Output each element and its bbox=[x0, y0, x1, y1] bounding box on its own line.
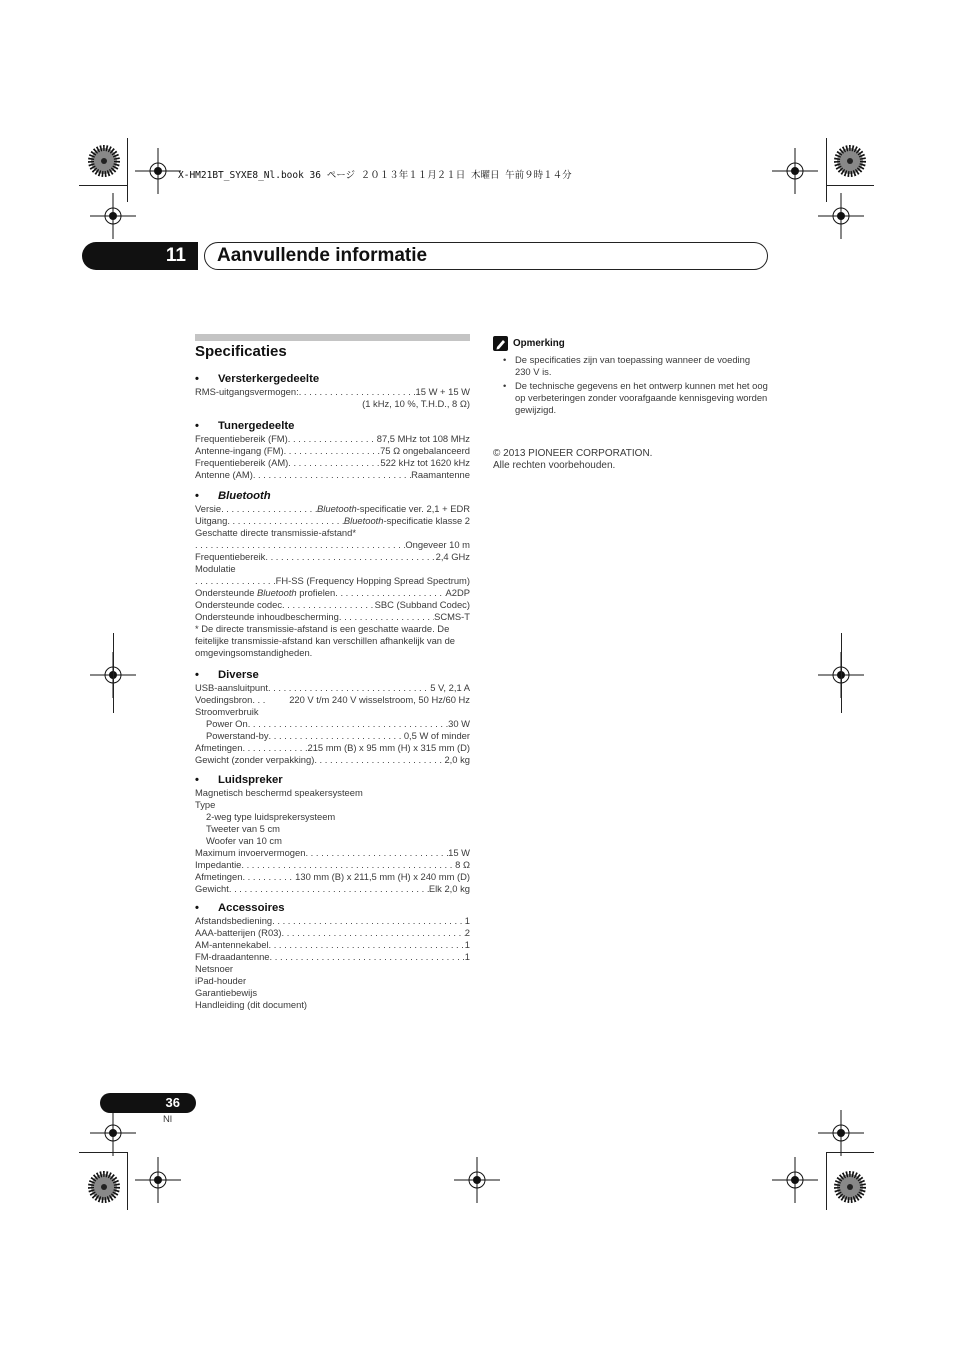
spec-group-luidspreker: • Luidspreker Magnetisch beschermd speakersysteem Type 2-weg type luidsprekersysteem Tweeter van 5 cm Woofer van 10 cm Maximum invoervermogen . . . 15 W Impedantie . . . 8 Ω Afmetingen . . . 130 mm (B) x 211,5 mm (H) x 240 mm (D) Gewicht . . . Elk 2,0 kg bbox=[195, 773, 470, 895]
crosshair-icon bbox=[818, 1110, 864, 1156]
crop-line bbox=[127, 1152, 128, 1210]
spec-label: Modulatie bbox=[195, 563, 236, 574]
crosshair-icon bbox=[135, 1157, 181, 1203]
spec-group-bluetooth: • Bluetooth Versie . . . Bluetooth-specificatie ver. 2,1 + EDR Uitgang . . . Bluetooth-specificatie klasse 2 Geschatte directe transmissie-afstand* . . . Ongeveer 10 m Frequentiebereik . . . 2,4 GHz Modulatie . . . FH-SS (Frequency Hopping Spread Spectrum) Ondersteunde Bluetooth profielen . . . A2DP Ondersteunde codec . . . SBC (Subband Codec) Ondersteunde inhoudbescherming . . . SCMS-T * De directe transmissie-afstand is een geschatte waarde. De feitelijke transmissie-afstand kan verschillen afhankelijk van de omgevingsomstandigheden. bbox=[195, 489, 470, 659]
spec-row: Frequentiebereik (FM) . . . 87,5 MHz tot 108 MHz bbox=[195, 433, 470, 445]
crop-line bbox=[826, 138, 827, 202]
spec-label: Geschatte directe transmissie-afstand* bbox=[195, 527, 357, 538]
spec-row: FM-draadantenne . . . 1 bbox=[195, 951, 470, 963]
crop-line bbox=[826, 1152, 827, 1210]
spec-group-accessoires: • Accessoires Afstandsbediening . . . 1 AAA-batterijen (R03) . . . 2 AM-antennekabel . . . 1 FM-draadantenne . . . 1 Netsnoer iPad-houder Garantiebewijs Handleiding (dit document) bbox=[195, 901, 470, 1011]
note-pencil-icon bbox=[493, 336, 508, 351]
chapter-number: 11 bbox=[82, 242, 198, 270]
page-number: 36 bbox=[100, 1093, 196, 1113]
spec-row: USB-aansluitpunt . . . 5 V, 2,1 A bbox=[195, 682, 470, 694]
crosshair-icon bbox=[818, 193, 864, 239]
group-title: Bluetooth bbox=[218, 490, 271, 502]
note-title: Opmerking bbox=[513, 338, 565, 350]
group-title: Diverse bbox=[218, 669, 259, 681]
crop-line bbox=[113, 633, 114, 713]
group-title: Versterkergedeelte bbox=[218, 373, 320, 385]
footnote: * De directe transmissie-afstand is een geschatte waarde. De feitelijke transmissie-afstand kan verschillen afhankelijk van de omgevingsomstandigheden. bbox=[195, 623, 456, 658]
list-item: iPad-houder bbox=[195, 975, 247, 986]
spec-label: Tweeter van 5 cm bbox=[206, 823, 280, 834]
spec-label: Woofer van 10 cm bbox=[206, 835, 282, 846]
file-header: X-HM21BT_SYXE8_Nl.book 36 ページ ２０１３年１１月２１日 木曜日 午前９時１４分 bbox=[178, 170, 572, 181]
crosshair-icon bbox=[90, 1110, 136, 1156]
spec-row: Gewicht (zonder verpakking) . . . 2,0 kg bbox=[195, 754, 470, 766]
spec-label: Stroomverbruik bbox=[195, 706, 259, 717]
spec-row: . . . Ongeveer 10 m bbox=[195, 539, 470, 551]
section-bar bbox=[195, 334, 470, 341]
spec-row: Afmetingen . . . 130 mm (B) x 211,5 mm (H) x 240 mm (D) bbox=[195, 871, 470, 883]
spec-label: Type bbox=[195, 799, 216, 810]
spec-row: Uitgang . . . Bluetooth-specificatie klasse 2 bbox=[195, 515, 470, 527]
note-heading bbox=[493, 336, 565, 351]
crosshair-icon bbox=[454, 1157, 500, 1203]
spec-row: Antenne-ingang (FM) . . . 75 Ω ongebalanceerd bbox=[195, 445, 470, 457]
spec-row: Power On . . . 30 W bbox=[195, 718, 470, 730]
registration-target-icon bbox=[827, 138, 873, 184]
section-title: Specificaties bbox=[195, 343, 287, 360]
list-item: Garantiebewijs bbox=[195, 987, 258, 998]
spec-row: Ondersteunde inhoudbescherming . . . SCMS-T bbox=[195, 611, 470, 623]
group-title: Tunergedeelte bbox=[218, 420, 295, 432]
spec-row: . . . FH-SS (Frequency Hopping Spread Spectrum) bbox=[195, 575, 470, 587]
spec-row: Afstandsbediening . . . 1 bbox=[195, 915, 470, 927]
spec-row: Afmetingen . . . 215 mm (B) x 95 mm (H) x 315 mm (D) bbox=[195, 742, 470, 754]
crop-line bbox=[127, 138, 128, 202]
copyright: © 2013 PIONEER CORPORATION. Alle rechten voorbehouden. bbox=[493, 448, 653, 471]
registration-target-icon bbox=[827, 1164, 873, 1210]
registration-target-icon bbox=[81, 1164, 127, 1210]
crosshair-icon bbox=[772, 148, 818, 194]
spec-condition: (1 kHz, 10 %, T.H.D., 8 Ω) bbox=[362, 398, 470, 409]
spec-label: 2-weg type luidsprekersysteem bbox=[206, 811, 336, 822]
list-item: • De specificaties zijn van toepassing wanneer de voeding 230 V is. bbox=[503, 354, 768, 378]
page-language: Nl bbox=[163, 1114, 172, 1125]
spec-label: Magnetisch beschermd speakersysteem bbox=[195, 787, 363, 798]
spec-row: AM-antennekabel . . . 1 bbox=[195, 939, 470, 951]
crop-line bbox=[79, 1152, 127, 1153]
note-list bbox=[503, 354, 768, 418]
spec-row: Versie . . . Bluetooth-specificatie ver. 2,1 + EDR bbox=[195, 503, 470, 515]
crosshair-icon bbox=[772, 1157, 818, 1203]
list-item: • De technische gegevens en het ontwerp kunnen met het oog op verbeteringen zonder voorafgaande kennisgeving worden gewijzigd. bbox=[503, 380, 768, 416]
registration-target-icon bbox=[81, 138, 127, 184]
spec-row: Antenne (AM) . . . Raamantenne bbox=[195, 469, 470, 481]
crop-line bbox=[841, 633, 842, 713]
crosshair-icon bbox=[135, 148, 181, 194]
crop-line bbox=[826, 185, 874, 186]
group-title: Accessoires bbox=[218, 902, 285, 914]
spec-row: Frequentiebereik . . . 2,4 GHz bbox=[195, 551, 470, 563]
spec-row: Frequentiebereik (AM) . . . 522 kHz tot 1620 kHz bbox=[195, 457, 470, 469]
list-item: Handleiding (dit document) bbox=[195, 999, 308, 1010]
crop-line bbox=[826, 1152, 874, 1153]
spec-row: RMS-uitgangsvermogen: . . . 15 W + 15 W bbox=[195, 386, 470, 398]
spec-row: Gewicht . . . Elk 2,0 kg bbox=[195, 883, 470, 895]
spec-row: Maximum invoervermogen . . . 15 W bbox=[195, 847, 470, 859]
list-item: Netsnoer bbox=[195, 963, 234, 974]
spec-row: Ondersteunde Bluetooth profielen . . . A2DP bbox=[195, 587, 470, 599]
spec-row: Powerstand-by . . . 0,5 W of minder bbox=[195, 730, 470, 742]
spec-row: Ondersteunde codec . . . SBC (Subband Codec) bbox=[195, 599, 470, 611]
spec-group-diverse: • Diverse USB-aansluitpunt . . . 5 V, 2,1 A Voedingsbron . . . 220 V t/m 240 V wisselstroom, 50 Hz/60 Hz Stroomverbruik Power On . . . 30 W Powerstand-by . . . 0,5 W of minder Afmetingen . . . 215 mm (B) x 95 mm (H) x 315 mm (D) Gewicht (zonder verpakking) . . . 2,0 kg bbox=[195, 668, 470, 766]
spec-group-tuner: • Tunergedeelte Frequentiebereik (FM) . . . 87,5 MHz tot 108 MHz Antenne-ingang (FM) . . . 75 Ω ongebalanceerd Frequentiebereik (AM) . . . 522 kHz tot 1620 kHz Antenne (AM) . . . Raamantenne bbox=[195, 419, 470, 481]
spec-row: AAA-batterijen (R03) . . . 2 bbox=[195, 927, 470, 939]
spec-row: Impedantie . . . 8 Ω bbox=[195, 859, 470, 871]
spec-group-versterker: • Versterkergedeelte RMS-uitgangsvermogen: . . . 15 W + 15 W (1 kHz, 10 %, T.H.D., 8 Ω) bbox=[195, 372, 470, 410]
chapter-title: Aanvullende informatie bbox=[204, 242, 768, 270]
group-title: Luidspreker bbox=[218, 774, 283, 786]
crop-line bbox=[79, 185, 127, 186]
crosshair-icon bbox=[90, 193, 136, 239]
spec-row: Voedingsbron . . . 220 V t/m 240 V wisselstroom, 50 Hz/60 Hz bbox=[195, 694, 470, 706]
